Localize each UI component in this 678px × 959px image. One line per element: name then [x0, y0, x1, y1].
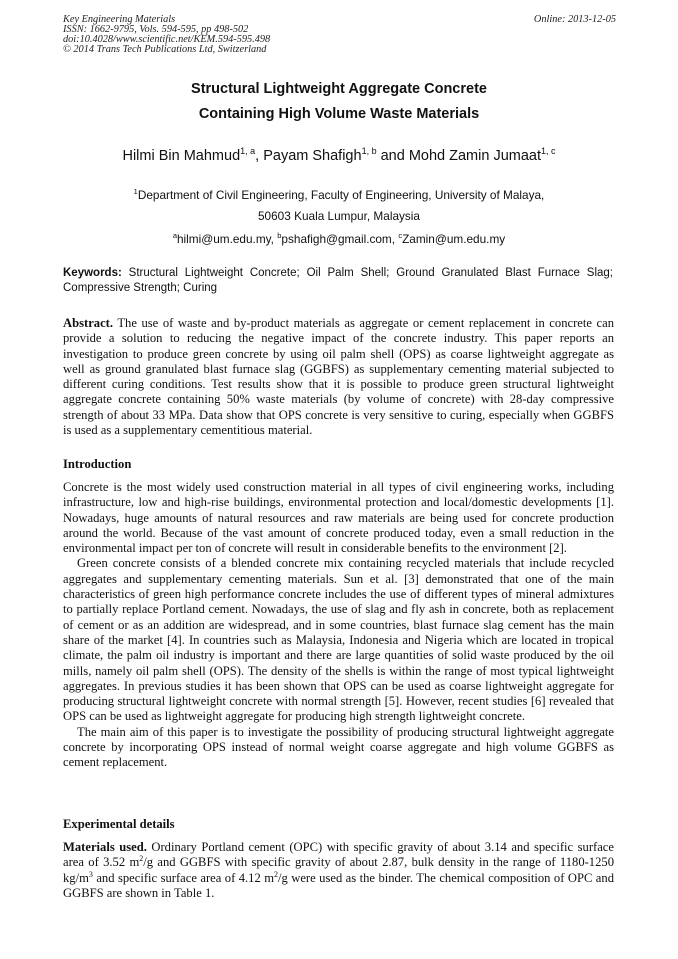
author-affiliation-mark: 1, c [541, 146, 556, 156]
paragraph: Green concrete consists of a blended concrete mix containing recycled materials that include recycled aggregates and supplementary cementing materials. Sun et al. [3] demonstrated that one of the main characteristics of green high performance concrete includes the use of different types of mineral admixtures to partially replace Portland cement. Nowadays, the use of slag and fly ash in concrete, both as replacement of cement or as an addition are widespread, and in some countries, blast furnace slag cement has the main share of the market [4]. In countries such as Malaysia, Indonesia and Nigeria which are located in tropical climate, the palm oil industry is important and there are large quantities of solid waste produced by the oil mills, namely oil palm shell (OPS). The density of the shells is within the range of most typical lightweight aggregates. In previous studies it has been shown that OPS can be used as coarse lightweight aggregate for producing structural lightweight concrete with normal strength [5]. However, recent studies [6] revealed that OPS can be used as lightweight aggregate for producing high strength lightweight concrete. [63, 556, 614, 724]
author-affiliation-mark: 1, b [361, 146, 377, 156]
email-link[interactable]: hilmi@um.edu.my, [176, 232, 278, 246]
paragraph: The main aim of this paper is to investigate the possibility of producing structural lightweight aggregate concrete by incorporating OPS instead of normal weight coarse aggregate and high volume GGBFS as cement replacement. [63, 724, 614, 770]
author-name: Hilmi Bin Mahmud [122, 148, 241, 164]
author-emails [0, 231, 678, 246]
email-mark: c [398, 231, 403, 240]
journal-issn: ISSN: 1662-9795, Vols. 594-595, pp 498-502 [63, 24, 249, 35]
journal-name: Key Engineering Materials [63, 14, 176, 25]
journal-header [63, 15, 270, 55]
materials-label: Materials used. [63, 840, 147, 854]
email-mark: a [172, 231, 177, 240]
journal-copyright: © 2014 Trans Tech Publications Ltd, Switzerland [63, 44, 267, 55]
email-link[interactable]: Zamin@um.edu.my [402, 232, 506, 246]
superscript: 3 [88, 869, 93, 879]
author-name: Mohd Zamin Jumaat [408, 148, 541, 164]
paragraph: Concrete is the most widely used construction material in all types of civil engineering works, including infrastructure, low and high-rise buildings, environmental protection and local/domestic developments [1]. Nowadays, huge amounts of natural resources and raw materials are being used for concrete production around the world. Because of the vast amount of concrete produced today, even a small reduction in the environmental impact per ton of concrete will result in considerable benefits to the environment [2]. [63, 480, 614, 556]
materials-text: Ordinary Portland cement (OPC) with specific gravity of about 3.14 and specific surface area of 3.52 m [63, 840, 614, 870]
materials-text: /g and GGBFS with specific gravity of about 2.87, bulk density in the range of 1180-1250 kg/m [63, 855, 614, 885]
materials-paragraph [63, 840, 614, 901]
journal-doi: doi:10.4028/www.scientific.net/KEM.594-595.498 [63, 34, 271, 45]
abstract [63, 316, 614, 438]
materials-text: /g were used as the binder. The chemical composition of OPC and GGBFS are shown in Table 1. [63, 870, 614, 900]
abstract-label: Abstract. [63, 316, 114, 330]
materials-text: and specific surface area of 4.12 m [92, 870, 274, 885]
affiliation-line-2: 50603 Kuala Lumpur, Malaysia [258, 209, 420, 223]
introduction-body [63, 480, 614, 771]
email-mark: b [277, 231, 282, 240]
email-link[interactable]: pshafigh@gmail.com, [281, 232, 399, 246]
introduction-heading: Introduction [63, 457, 132, 471]
experimental-heading: Experimental details [63, 817, 175, 831]
keywords-text: Structural Lightweight Concrete; Oil Palm Shell; Ground Granulated Blast Furnace Slag; Compressive Strength; Curing [63, 267, 613, 294]
author-separator: and [376, 148, 409, 164]
author-list [0, 146, 678, 164]
affiliation-text: Department of Civil Engineering, Faculty of Engineering, University of Malaya, [137, 188, 545, 202]
keywords [63, 266, 613, 295]
online-date: Online: 2013-12-05 [533, 14, 616, 25]
superscript: 2 [139, 854, 144, 864]
affiliation-number: 1 [133, 187, 138, 196]
keywords-label: Keywords: [63, 267, 122, 279]
superscript: 2 [274, 869, 278, 879]
abstract-text: The use of waste and by-product materials as aggregate or cement replacement in concrete can provide a solution to reducing the negative impact of the concrete industry. This paper reports an investigation to produce green concrete by using oil palm shell (OPS) as coarse lightweight aggregate as well as ground granulated blast furnace slag (GGBFS) as supplementary cementing material subjected to different curing conditions. Test results show that it is possible to produce green structural lightweight aggregate concrete containing 50% waste materials (by volume of concrete) with 28-day compressive strength of about 33 MPa. Data show that OPS concrete is very sensitive to curing, especially when GGBFS is used as a supplementary cementitious material. [63, 316, 614, 438]
author-separator: , [255, 148, 264, 164]
paper-title-line-1: Structural Lightweight Aggregate Concrete [191, 81, 487, 97]
author-affiliation-mark: 1, a [240, 146, 256, 156]
affiliation-line-1 [0, 187, 678, 202]
author-name: Payam Shafigh [263, 148, 362, 164]
paper-title-line-2: Containing High Volume Waste Materials [198, 106, 480, 122]
